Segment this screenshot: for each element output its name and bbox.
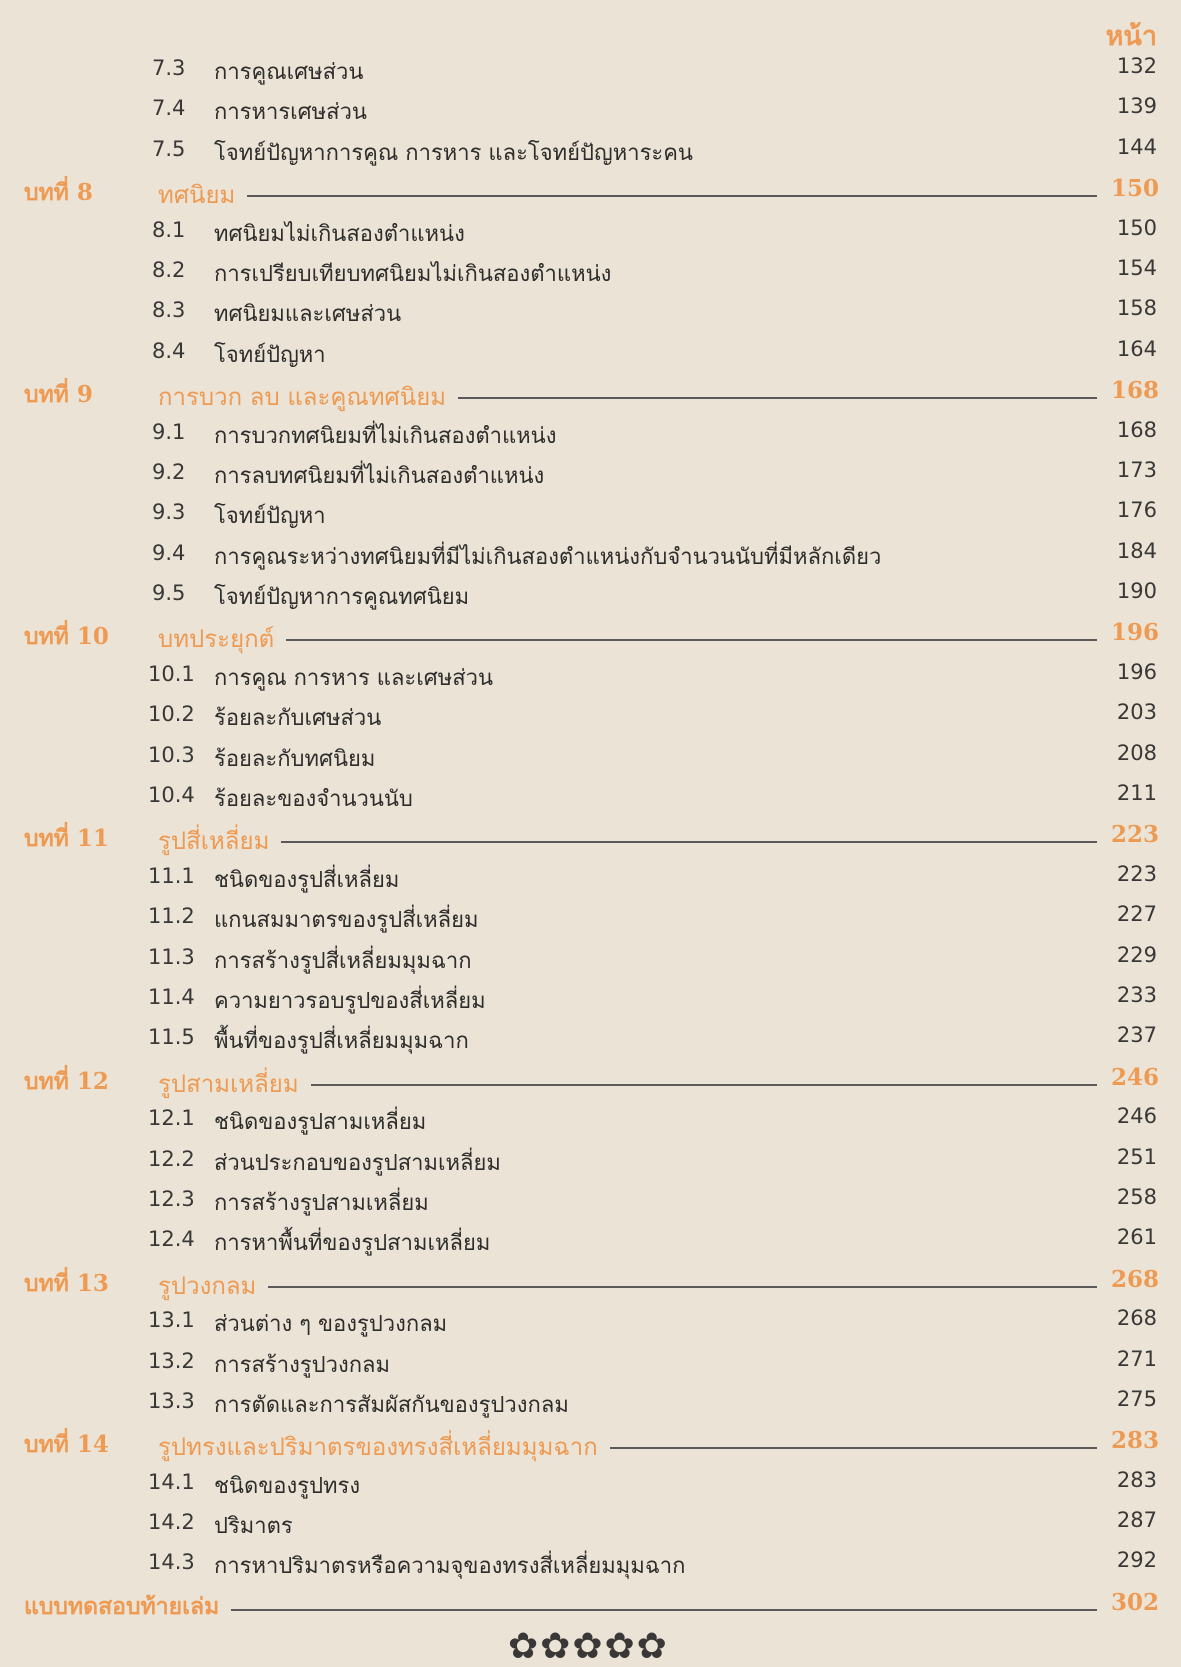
section-page-number: 223	[1116, 861, 1157, 886]
section-number: 8.1	[152, 217, 186, 242]
chapter-page-number: 196	[1110, 619, 1159, 647]
section-title: โจทย์ปัญหาการคูณ การหาร และโจทย์ปัญหาระคน	[214, 140, 693, 166]
section-page-number: 184	[1116, 538, 1157, 563]
section-page-number: 211	[1116, 781, 1157, 806]
leader-line	[610, 1447, 1097, 1449]
toc-section-row[interactable]	[0, 90, 1181, 130]
section-number: 14.1	[148, 1469, 195, 1494]
section-number: 12.2	[148, 1146, 195, 1171]
section-number: 7.4	[152, 96, 186, 121]
section-page-number: 150	[1116, 215, 1157, 240]
section-title: ร้อยละของจำนวนนับ	[214, 787, 413, 813]
toc-section-row[interactable]	[0, 1100, 1181, 1140]
toc-final-test-row[interactable]	[0, 1585, 1181, 1625]
toc-section-row[interactable]	[0, 292, 1181, 332]
section-title: พื้นที่ของรูปสี่เหลี่ยมมุมฉาก	[214, 1029, 469, 1055]
chapter-title: รูปวงกลม	[158, 1271, 257, 1300]
toc-section-row[interactable]	[0, 898, 1181, 938]
section-title: แกนสมมาตรของรูปสี่เหลี่ยม	[214, 908, 479, 934]
toc-section-row[interactable]	[0, 1181, 1181, 1221]
toc-section-row[interactable]	[0, 50, 1181, 90]
toc-chapter-row[interactable]	[0, 817, 1181, 857]
toc-section-row[interactable]	[0, 1383, 1181, 1423]
section-page-number: 258	[1116, 1184, 1157, 1209]
section-number: 10.2	[148, 702, 195, 727]
section-title: การคูณระหว่างทศนิยมที่มีไม่เกินสองตำแหน่งกับจำนวนนับที่มีหลักเดียว	[214, 544, 882, 570]
section-page-number: 268	[1116, 1306, 1157, 1331]
chapter-page-number: 223	[1110, 821, 1159, 849]
toc-section-row[interactable]	[0, 1302, 1181, 1342]
chapter-page-number: 246	[1110, 1063, 1159, 1091]
toc-section-row[interactable]	[0, 858, 1181, 898]
chapter-page-number: 268	[1110, 1265, 1159, 1293]
section-number: 13.3	[148, 1388, 195, 1413]
toc-section-row[interactable]	[0, 939, 1181, 979]
toc-section-row[interactable]	[0, 535, 1181, 575]
toc-section-row[interactable]	[0, 979, 1181, 1019]
section-page-number: 176	[1116, 498, 1157, 523]
toc-section-row[interactable]	[0, 131, 1181, 171]
section-page-number: 237	[1116, 1023, 1157, 1048]
section-number: 8.4	[152, 338, 186, 363]
section-title: การสร้างรูปวงกลม	[214, 1352, 391, 1378]
toc-section-row[interactable]	[0, 1019, 1181, 1059]
chapter-title: บทประยุกต์	[158, 625, 275, 654]
final-test-label: แบบทดสอบท้ายเล่ม	[24, 1592, 220, 1620]
leader-line	[458, 397, 1097, 399]
section-number: 8.2	[152, 257, 186, 282]
section-title: การสร้างรูปสามเหลี่ยม	[214, 1190, 429, 1216]
section-title: การคูณเศษส่วน	[214, 60, 364, 85]
section-title: การหารเศษส่วน	[214, 100, 367, 126]
toc-section-row[interactable]	[0, 333, 1181, 373]
toc-section-row[interactable]	[0, 1221, 1181, 1261]
section-number: 11.1	[148, 863, 195, 888]
chapter-label: บทที่ 8	[24, 179, 93, 207]
leader-line	[286, 639, 1097, 641]
section-page-number: 287	[1116, 1508, 1157, 1533]
section-title: การหาปริมาตรหรือความจุของทรงสี่เหลี่ยมมุมฉาก	[214, 1554, 686, 1580]
section-title: ส่วนต่าง ๆ ของรูปวงกลม	[214, 1312, 448, 1338]
section-title: การบวกทศนิยมที่ไม่เกินสองตำแหน่ง	[214, 423, 557, 449]
section-page-number: 246	[1116, 1104, 1157, 1129]
section-title: โจทย์ปัญหา	[214, 504, 326, 530]
section-title: การตัดและการสัมผัสกันของรูปวงกลม	[214, 1392, 569, 1418]
section-page-number: 292	[1116, 1548, 1157, 1573]
section-title: การสร้างรูปสี่เหลี่ยมมุมฉาก	[214, 948, 472, 974]
section-number: 9.3	[152, 500, 186, 525]
section-number: 13.1	[148, 1308, 195, 1333]
section-page-number: 190	[1116, 579, 1157, 604]
toc-section-row[interactable]	[0, 1464, 1181, 1504]
section-number: 11.5	[148, 1025, 195, 1050]
section-number: 9.5	[152, 581, 186, 606]
section-title: ทศนิยมและเศษส่วน	[214, 302, 402, 328]
ornament-divider: ✿✿✿✿✿	[508, 1626, 669, 1667]
section-page-number: 144	[1116, 134, 1157, 159]
toc-chapter-row[interactable]	[0, 171, 1181, 211]
chapter-page-number: 168	[1110, 377, 1159, 405]
section-page-number: 139	[1116, 94, 1157, 119]
leader-line	[268, 1286, 1097, 1288]
section-page-number: 283	[1116, 1467, 1157, 1492]
toc-section-row[interactable]	[0, 1544, 1181, 1584]
chapter-label: บทที่ 14	[24, 1431, 109, 1459]
section-number: 9.4	[152, 540, 186, 565]
toc-section-row[interactable]	[0, 737, 1181, 777]
section-page-number: 251	[1116, 1144, 1157, 1169]
toc-chapter-row[interactable]	[0, 615, 1181, 655]
leader-line	[247, 195, 1097, 197]
section-number: 12.4	[148, 1227, 195, 1252]
section-number: 7.3	[152, 56, 186, 80]
leader-line	[231, 1609, 1097, 1611]
section-number: 11.2	[148, 904, 195, 929]
chapter-title: รูปสี่เหลี่ยม	[158, 827, 270, 856]
section-page-number: 196	[1116, 659, 1157, 684]
leader-line	[281, 841, 1097, 843]
section-number: 14.2	[148, 1510, 195, 1535]
section-page-number: 168	[1116, 417, 1157, 442]
chapter-title: ทศนิยม	[158, 181, 236, 210]
page-column-header: หน้า	[1105, 21, 1157, 52]
section-number: 13.2	[148, 1348, 195, 1373]
section-title: ชนิดของรูปทรง	[214, 1473, 361, 1499]
chapter-title: รูปสามเหลี่ยม	[158, 1069, 299, 1098]
chapter-label: บทที่ 10	[24, 623, 109, 651]
section-page-number: 275	[1116, 1386, 1157, 1411]
section-number: 8.3	[152, 298, 186, 323]
section-page-number: 271	[1116, 1346, 1157, 1371]
section-number: 11.3	[148, 944, 195, 969]
section-title: การหาพื้นที่ของรูปสามเหลี่ยม	[214, 1231, 491, 1257]
section-page-number: 208	[1116, 740, 1157, 765]
section-title: ความยาวรอบรูปของสี่เหลี่ยม	[214, 988, 486, 1014]
section-page-number: 203	[1116, 700, 1157, 725]
section-page-number: 233	[1116, 982, 1157, 1007]
toc-section-row[interactable]	[0, 252, 1181, 292]
section-title: ทศนิยมไม่เกินสองตำแหน่ง	[214, 221, 465, 247]
section-page-number: 227	[1116, 902, 1157, 927]
section-title: การเปรียบเทียบทศนิยมไม่เกินสองตำแหน่ง	[214, 261, 612, 287]
section-number: 10.1	[148, 661, 195, 686]
toc-section-row[interactable]	[0, 212, 1181, 252]
toc-section-row[interactable]	[0, 777, 1181, 817]
toc-rows	[0, 50, 1181, 1625]
toc-section-row[interactable]	[0, 696, 1181, 736]
chapter-page-number: 283	[1110, 1427, 1159, 1455]
section-page-number: 164	[1116, 336, 1157, 361]
section-title: ชนิดของรูปสามเหลี่ยม	[214, 1110, 427, 1136]
section-number: 10.4	[148, 783, 195, 808]
section-number: 9.2	[152, 459, 186, 484]
section-title: ปริมาตร	[214, 1514, 293, 1540]
toc-section-row[interactable]	[0, 494, 1181, 534]
section-number: 9.1	[152, 419, 186, 444]
section-number: 10.3	[148, 742, 195, 767]
section-title: ร้อยละกับเศษส่วน	[214, 706, 382, 732]
section-title: ส่วนประกอบของรูปสามเหลี่ยม	[214, 1150, 501, 1176]
section-page-number: 158	[1116, 296, 1157, 321]
toc-section-row[interactable]	[0, 454, 1181, 494]
chapter-page-number: 302	[1110, 1588, 1159, 1616]
section-page-number: 229	[1116, 942, 1157, 967]
toc-chapter-row[interactable]	[0, 1262, 1181, 1302]
section-title: การลบทศนิยมที่ไม่เกินสองตำแหน่ง	[214, 463, 545, 489]
section-title: การคูณ การหาร และเศษส่วน	[214, 665, 494, 691]
toc-chapter-row[interactable]	[0, 1060, 1181, 1100]
section-title: โจทย์ปัญหาการคูณทศนิยม	[214, 585, 470, 611]
section-number: 11.4	[148, 984, 195, 1009]
section-number: 12.3	[148, 1186, 195, 1211]
toc-chapter-row[interactable]	[0, 373, 1181, 413]
section-title: ร้อยละกับทศนิยม	[214, 746, 376, 772]
toc-section-row[interactable]	[0, 1141, 1181, 1181]
toc-section-row[interactable]	[0, 414, 1181, 454]
toc-section-row[interactable]	[0, 575, 1181, 615]
section-title: โจทย์ปัญหา	[214, 342, 326, 368]
toc-section-row[interactable]	[0, 1343, 1181, 1383]
toc-section-row[interactable]	[0, 656, 1181, 696]
toc-section-row[interactable]	[0, 1504, 1181, 1544]
chapter-page-number: 150	[1110, 175, 1159, 203]
toc-chapter-row[interactable]	[0, 1423, 1181, 1463]
leader-line	[311, 1084, 1097, 1086]
section-number: 14.3	[148, 1550, 195, 1575]
section-number: 7.5	[152, 136, 186, 161]
section-page-number: 173	[1116, 457, 1157, 482]
chapter-label: บทที่ 13	[24, 1269, 109, 1297]
section-page-number: 132	[1116, 54, 1157, 78]
chapter-label: บทที่ 9	[24, 381, 93, 409]
section-page-number: 261	[1116, 1225, 1157, 1250]
chapter-label: บทที่ 11	[24, 825, 109, 853]
section-page-number: 154	[1116, 255, 1157, 280]
section-title: ชนิดของรูปสี่เหลี่ยม	[214, 867, 400, 893]
chapter-title: การบวก ลบ และคูณทศนิยม	[158, 383, 447, 412]
section-number: 12.1	[148, 1106, 195, 1131]
chapter-label: บทที่ 12	[24, 1067, 109, 1095]
chapter-title: รูปทรงและปริมาตรของทรงสี่เหลี่ยมมุมฉาก	[158, 1433, 598, 1462]
